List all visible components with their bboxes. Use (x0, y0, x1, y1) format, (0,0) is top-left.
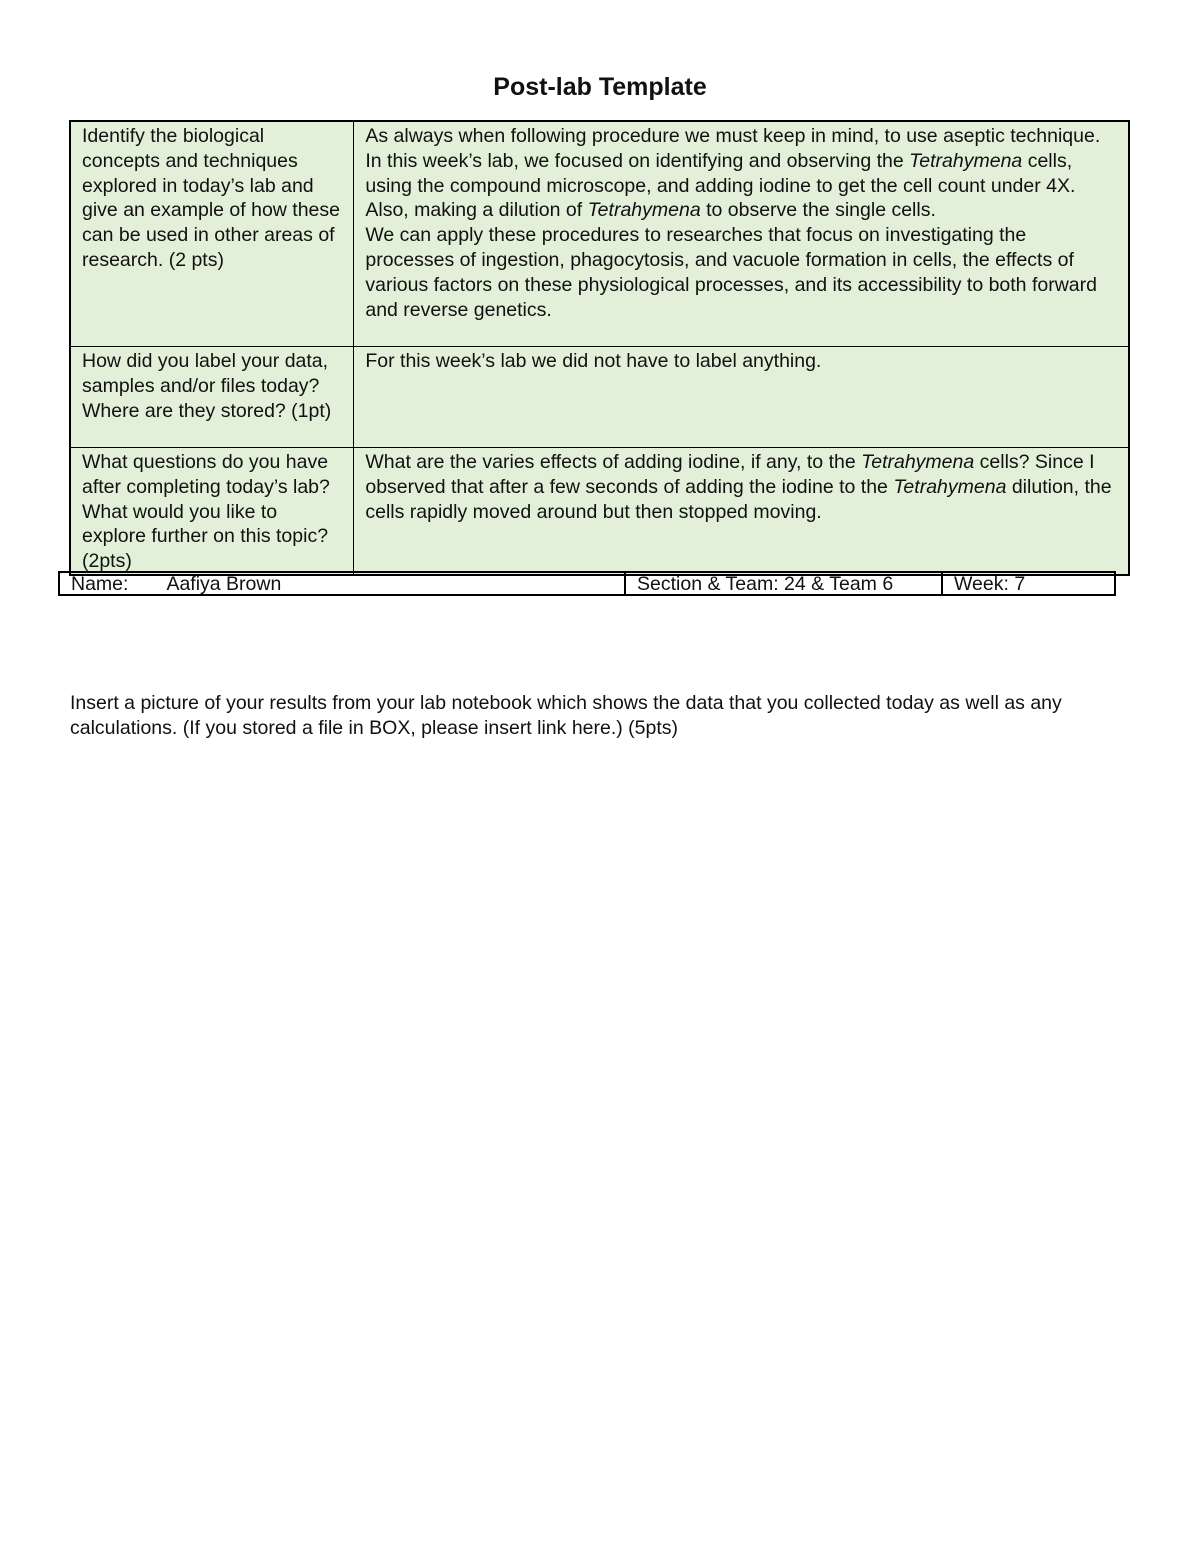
results-instructions: Insert a picture of your results from your lab notebook which shows the data that you collected today as well as any calculations. (If you stored a file in BOX, please insert link here.) (5pts) (70, 692, 1062, 739)
name-value: Aafiya Brown (166, 573, 282, 594)
name-label: Name: (71, 573, 129, 594)
student-info-bar (58, 571, 1116, 596)
question-cell (70, 121, 354, 347)
answer-segment: dilution, the cells rapidly moved around but then stopped moving. (365, 475, 1112, 523)
answer-cell[interactable] (354, 121, 1129, 347)
answer-text (365, 350, 821, 372)
answer-segment: For this week’s lab we did not have to label anything. (365, 350, 822, 372)
species-name: Tetrahymena (861, 451, 975, 473)
answer-text (365, 125, 1100, 321)
post-lab-question-table (69, 120, 1130, 576)
answer-cell[interactable] (354, 347, 1129, 448)
table-row (70, 347, 1129, 448)
answer-segment: cells, using the compound microscope, and adding iodine to get the cell count under 4X. Also, making a dilution of (365, 149, 1076, 222)
species-name: Tetrahymena (909, 149, 1023, 172)
question-cell (70, 347, 354, 448)
question-text: How did you label your data, samples and/or files today? Where are they stored? (1pt) (82, 350, 332, 422)
answer-text (365, 451, 1111, 523)
answer-cell[interactable] (354, 448, 1129, 575)
question-cell (70, 448, 354, 575)
question-text: What questions do you have after completing today’s lab? What would you like to explore further on this topic? (2pts) (82, 451, 330, 573)
name-field[interactable] (60, 573, 626, 594)
page-title: Post-lab Template (493, 73, 707, 101)
species-name: Tetrahymena (893, 475, 1007, 498)
question-text: Identify the biological concepts and techniques explored in today’s lab and give an example of how these can be used in other areas of research. (2 pts) (82, 125, 340, 271)
answer-segment: What are the varies effects of adding iodine, if any, to the (365, 451, 862, 473)
week-field[interactable]: Week: 7 (954, 573, 1026, 594)
answer-segment: cells? Since I observed that after a few seconds of adding the iodine to the (365, 451, 1095, 498)
answer-segment: As always when following procedure we must keep in mind, to use aseptic technique. In this week’s lab, we focused on identifying and observing the (365, 125, 1101, 172)
table-row (70, 121, 1129, 347)
species-name: Tetrahymena (587, 199, 701, 222)
section-team-field[interactable]: Section & Team: 24 & Team 6 (626, 573, 943, 594)
answer-segment: to observe the single cells. We can apply these procedures to researches that focus on investigating the processes of ingestion, phagocytosis, and vacuole formation in cells, the effects of various factors on these physiological processes, and its accessibility to both forward and reverse genetics. (365, 199, 1097, 321)
table-row (70, 448, 1129, 575)
